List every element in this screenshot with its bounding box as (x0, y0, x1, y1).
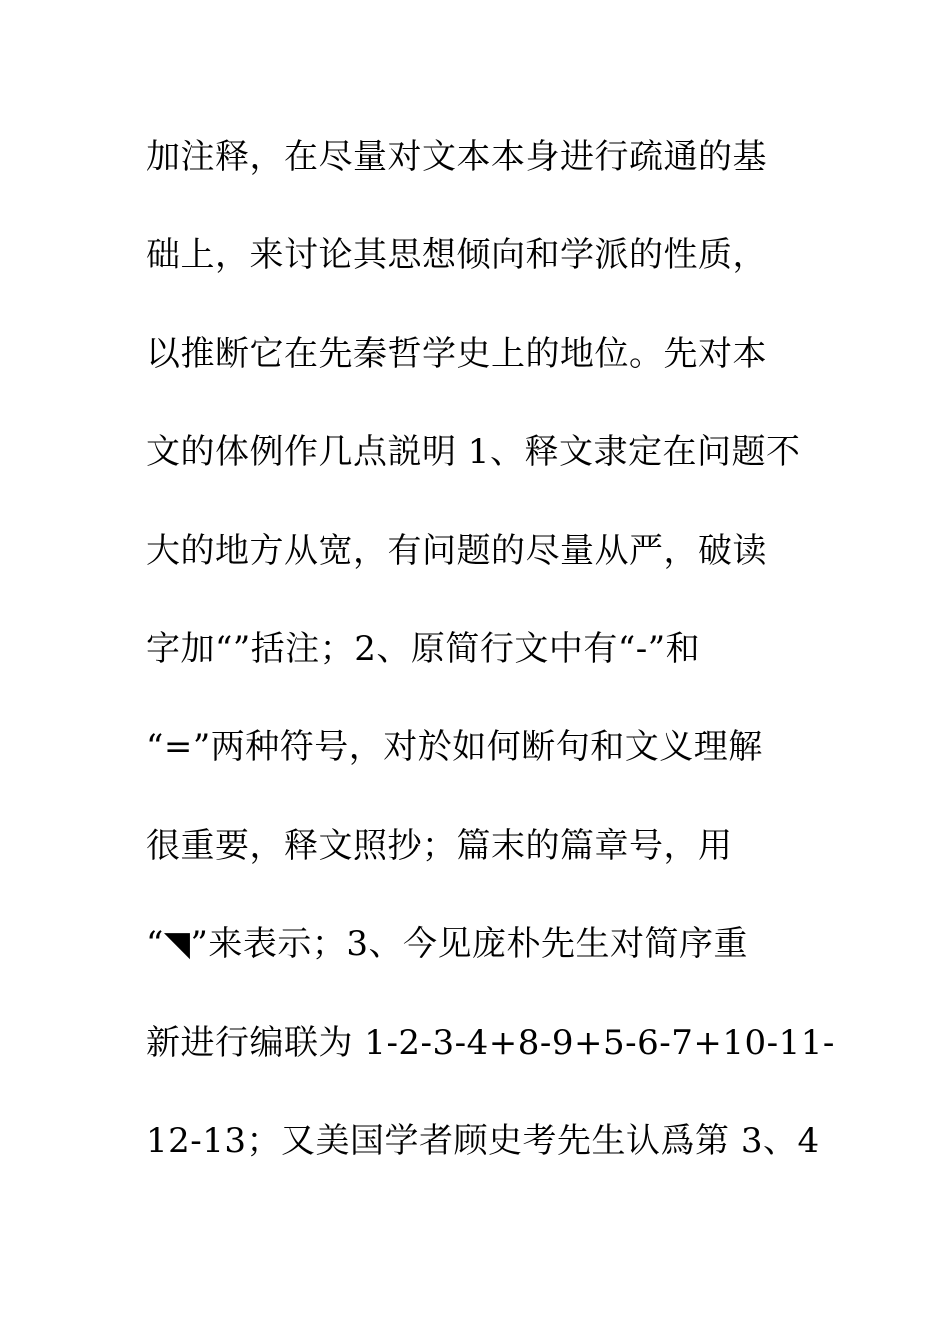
text-line-6: 字加“”括注；2、原简行文中有“-”和 (146, 628, 701, 669)
text-line-1: 加注释，在尽量对文本本身进行疏通的基 (146, 137, 767, 177)
text-line-10: 新进行编联为 1-2-3-4+8-9+5-6-7+10-11- (146, 1022, 835, 1063)
text-line-11: 12-13；又美国学者顾史考先生认爲第 3、4 (146, 1120, 820, 1161)
text-line-5: 大的地方从宽，有问题的尽量从严，破读 (146, 530, 767, 571)
text-line-7: “=”两种符号，对於如何断句和文义理解 (146, 727, 763, 768)
text-line-4: 文的体例作几点説明 1、释文隶定在问题不 (146, 432, 801, 473)
text-line-2: 础上，来讨论其思想倾向和学派的性质， (146, 235, 767, 276)
text-line-8: 很重要，释文照抄；篇末的篇章号，用 (146, 825, 733, 866)
text-line-9: “◥”来表示；3、今见庞朴先生对简序重 (146, 924, 749, 965)
text-line-3: 以推断它在先秦哲学史上的地位。先对本 (146, 333, 767, 374)
body-text (146, 126, 835, 1208)
